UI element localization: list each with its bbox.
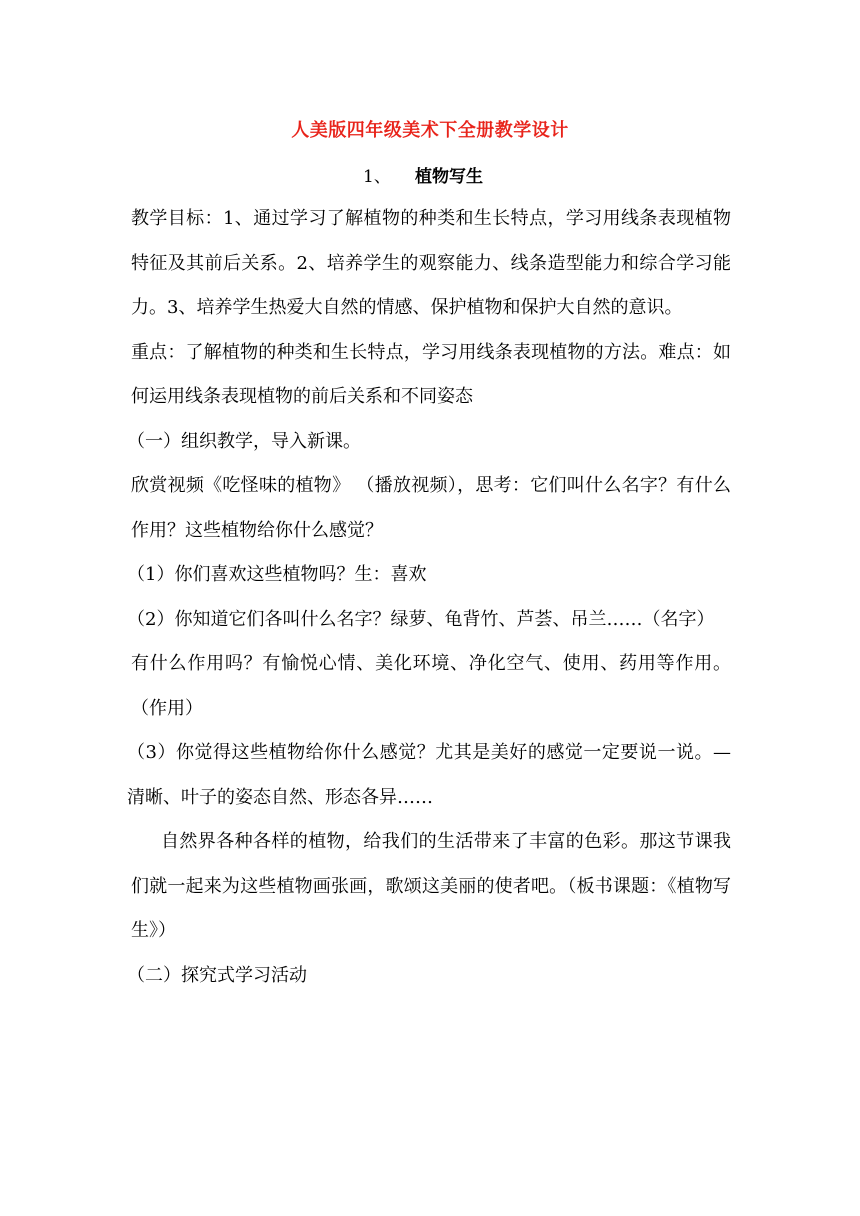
lesson-heading <box>363 162 483 187</box>
section-heading-2: （二）探究式学习活动 <box>127 964 307 986</box>
paragraph-question-3: （3）你觉得这些植物给你什么感觉？尤其是美好的感觉一定要说一说。—清晰、叶子的姿态自然、形态各异…… <box>127 742 731 808</box>
paragraph-video: 欣赏视频《吃怪味的植物》 （播放视频），思考：它们叫什么名字？有什么作用？这些植物给你什么感觉？ <box>131 475 731 541</box>
paragraph-function: 有什么作用吗？有愉悦心情、美化环境、净化空气、使用、药用等作用。（作用） <box>131 653 731 719</box>
paragraph-question-2: （2）你知道它们各叫什么名字？绿萝、龟背竹、芦荟、吊兰……（名字） <box>127 608 715 630</box>
lesson-number: 1、 <box>363 167 391 187</box>
paragraph-introduction: 自然界各种各样的植物，给我们的生活带来了丰富的色彩。那这节课我们就一起来为这些植物画张画，歌颂这美丽的使者吧。（板书课题：《植物写生》） <box>131 831 731 941</box>
paragraph-key-points: 重点：了解植物的种类和生长特点，学习用线条表现植物的方法。难点：如何运用线条表现植物的前后关系和不同姿态 <box>131 341 731 407</box>
paragraph-objectives: 教学目标：1、通过学习了解植物的种类和生长特点，学习用线条表现植物特征及其前后关系。2、培养学生的观察能力、线条造型能力和综合学习能力。3、培养学生热爱大自然的情感、保护植物和保护大自然的意识。 <box>131 208 731 318</box>
lesson-name: 植物写生 <box>415 167 483 187</box>
document-body <box>127 197 731 998</box>
section-heading-1: （一）组织教学，导入新课。 <box>127 430 361 452</box>
document-title: 人美版四年级美术下全册教学设计 <box>291 120 569 141</box>
paragraph-question-1: （1）你们喜欢这些植物吗？生：喜欢 <box>127 564 427 585</box>
